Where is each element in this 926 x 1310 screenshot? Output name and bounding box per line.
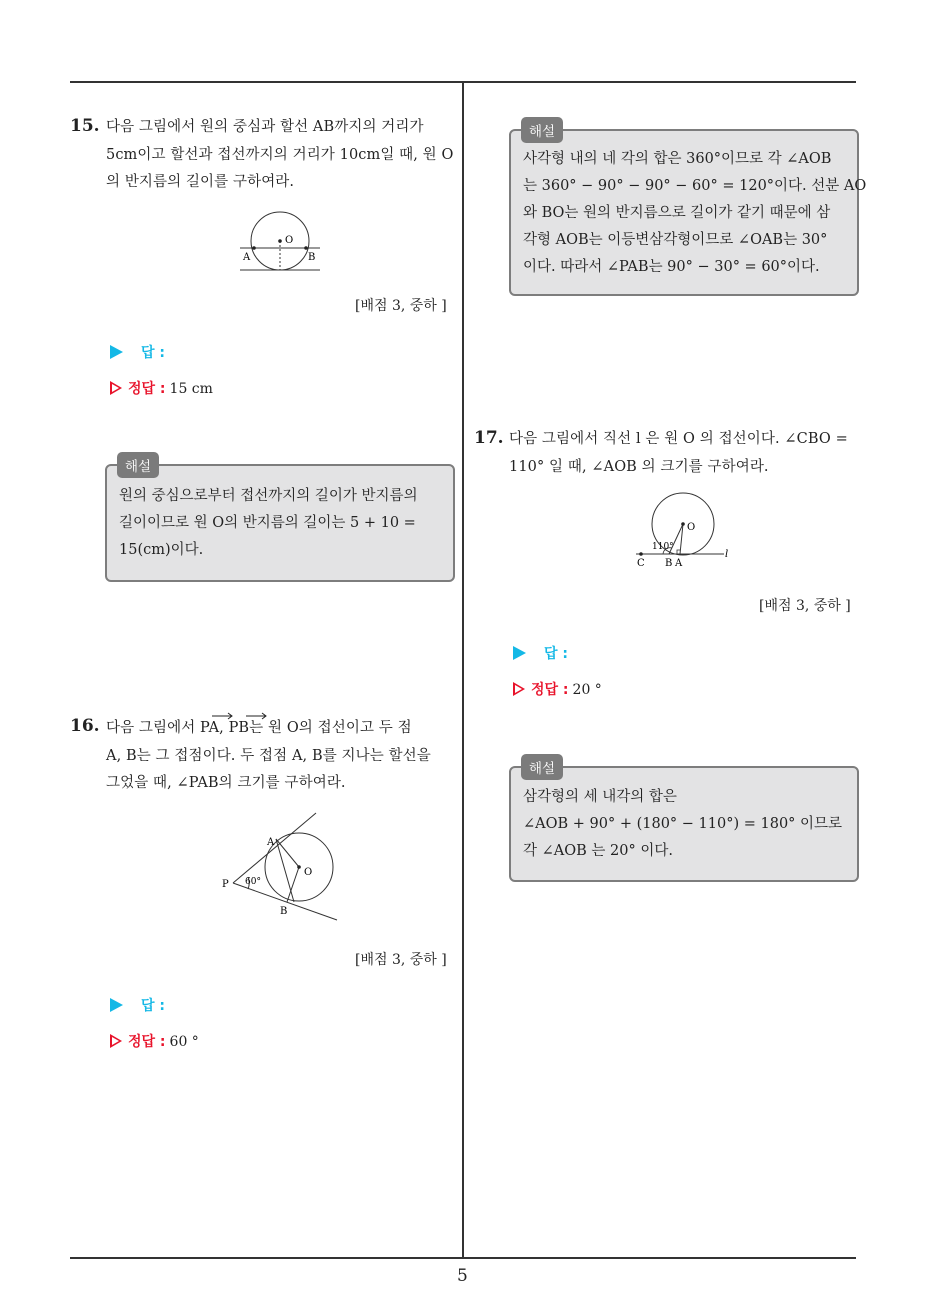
vector-arrow-icon — [212, 712, 234, 720]
q16-line-3: 그었을 때, ∠PAB의 크기를 구하여라. — [106, 775, 346, 791]
question-number-17: 17. — [474, 428, 504, 448]
question-text-16 — [106, 715, 431, 798]
q17-explanation-box — [509, 761, 859, 882]
q16-label-p: P — [222, 879, 229, 890]
q16-correct-label: 정답 : — [128, 1034, 166, 1050]
q16-label-b: B — [280, 906, 288, 917]
q15-expl-line-1: 원의 중심으로부터 접선까지의 길이가 반지름의 — [119, 488, 418, 504]
play-triangle-icon — [513, 646, 526, 660]
question-text-15 — [106, 114, 454, 197]
q17-line-1: 다음 그림에서 직선 l 은 원 O 의 접선이다. ∠CBO = — [509, 431, 848, 447]
q15-explanation-box — [105, 459, 455, 582]
q17-answer-row[interactable] — [513, 643, 568, 663]
q16-explanation-body — [523, 146, 867, 281]
q15-line-2: 5cm이고 할선과 접선까지의 거리가 10cm일 때, 원 O — [106, 146, 454, 163]
q15-label-o: O — [285, 235, 294, 246]
q17-correct-label: 정답 : — [531, 682, 569, 698]
q16-expl-line-2: 는 360° − 90° − 90° − 60° = 120°이다. 선분 AO — [523, 178, 867, 194]
q16-figure — [215, 808, 350, 923]
question-number-15: 15. — [70, 116, 100, 136]
q16-answer-label: 답 : — [141, 998, 165, 1014]
q16-explanation-tag: 해설 — [521, 117, 563, 143]
q15-answer-row[interactable] — [110, 342, 165, 362]
q17-label-b: B — [665, 558, 673, 569]
q16-label-a: A — [267, 837, 275, 848]
q17-explanation-body — [523, 784, 845, 865]
q15-score: [배점 3, 중하 ] — [355, 298, 447, 314]
q17-label-angle: 110° — [652, 542, 674, 552]
outline-triangle-icon — [110, 1034, 122, 1048]
q15-correct-value: 15 cm — [169, 381, 213, 397]
q17-score: [배점 3, 중하 ] — [759, 598, 851, 614]
q17-correct-row — [513, 679, 602, 699]
q15-correct-label: 정답 : — [128, 381, 166, 397]
q16-label-o: O — [304, 867, 313, 878]
play-triangle-icon — [110, 345, 123, 359]
q17-expl-line-3: 각 ∠AOB 는 20° 이다. — [523, 843, 673, 859]
q17-answer-label: 답 : — [544, 646, 568, 662]
q17-label-o: O — [687, 522, 696, 533]
q16-expl-line-5: 이다. 따라서 ∠PAB는 90° − 30° = 60°이다. — [523, 259, 820, 275]
q15-explanation-tag: 해설 — [117, 452, 159, 478]
q17-expl-line-2: ∠AOB + 90° + (180° − 110°) = 180° 이므로 — [523, 816, 843, 832]
q17-expl-line-1: 삼각형의 세 내각의 합은 — [523, 789, 677, 805]
q15-line-3: 의 반지름의 길이를 구하여라. — [106, 174, 295, 190]
q16-expl-line-3: 와 BO는 원의 반지름으로 길이가 같기 때문에 삼 — [523, 205, 831, 221]
q15-label-a: A — [243, 252, 251, 263]
q17-figure — [632, 490, 742, 570]
q16-answer-row[interactable] — [110, 995, 165, 1015]
question-text-17 — [509, 426, 848, 481]
q16-line-2: A, B는 그 접점이다. 두 접점 A, B를 지나는 할선을 — [106, 747, 431, 764]
q15-correct-row — [110, 378, 213, 398]
column-divider — [462, 83, 464, 1259]
q15-explanation-body — [119, 483, 441, 564]
q15-expl-line-2: 길이이므로 원 O의 반지름의 길이는 5 + 10 = — [119, 515, 416, 531]
q15-expl-line-3: 15(cm)이다. — [119, 542, 204, 558]
q15-line-1: 다음 그림에서 원의 중심과 할선 AB까지의 거리가 — [106, 119, 424, 135]
q16-explanation-box — [509, 124, 867, 296]
vector-arrow-icon — [246, 712, 268, 720]
q16-label-angle: 60° — [245, 877, 261, 887]
page-number: 5 — [457, 1266, 468, 1286]
q16-expl-line-4: 각형 AOB는 이등변삼각형이므로 ∠OAB는 30° — [523, 232, 828, 248]
q16-correct-value: 60 ° — [169, 1034, 199, 1050]
q15-answer-label: 답 : — [141, 345, 165, 361]
q17-label-l: l — [725, 549, 729, 560]
q16-score: [배점 3, 중하 ] — [355, 952, 447, 968]
q17-label-a: A — [675, 558, 683, 569]
q17-explanation-tag: 해설 — [521, 754, 563, 780]
play-triangle-icon — [110, 998, 123, 1012]
q16-expl-line-1: 사각형 내의 네 각의 합은 360°이므로 각 ∠AOB — [523, 151, 832, 167]
q17-line-2: 110° 일 때, ∠AOB 의 크기를 구하여라. — [509, 458, 769, 475]
question-number-16: 16. — [70, 716, 100, 736]
q16-line-1: 다음 그림에서 PA, PB는 원 O의 접선이고 두 점 — [106, 720, 412, 736]
q16-correct-row — [110, 1031, 199, 1051]
q15-figure — [230, 200, 330, 276]
q15-label-b: B — [308, 252, 316, 263]
q17-label-c: C — [637, 558, 645, 569]
q17-correct-value: 20 ° — [572, 682, 602, 698]
bottom-rule — [70, 1257, 856, 1259]
outline-triangle-icon — [513, 682, 525, 696]
outline-triangle-icon — [110, 381, 122, 395]
